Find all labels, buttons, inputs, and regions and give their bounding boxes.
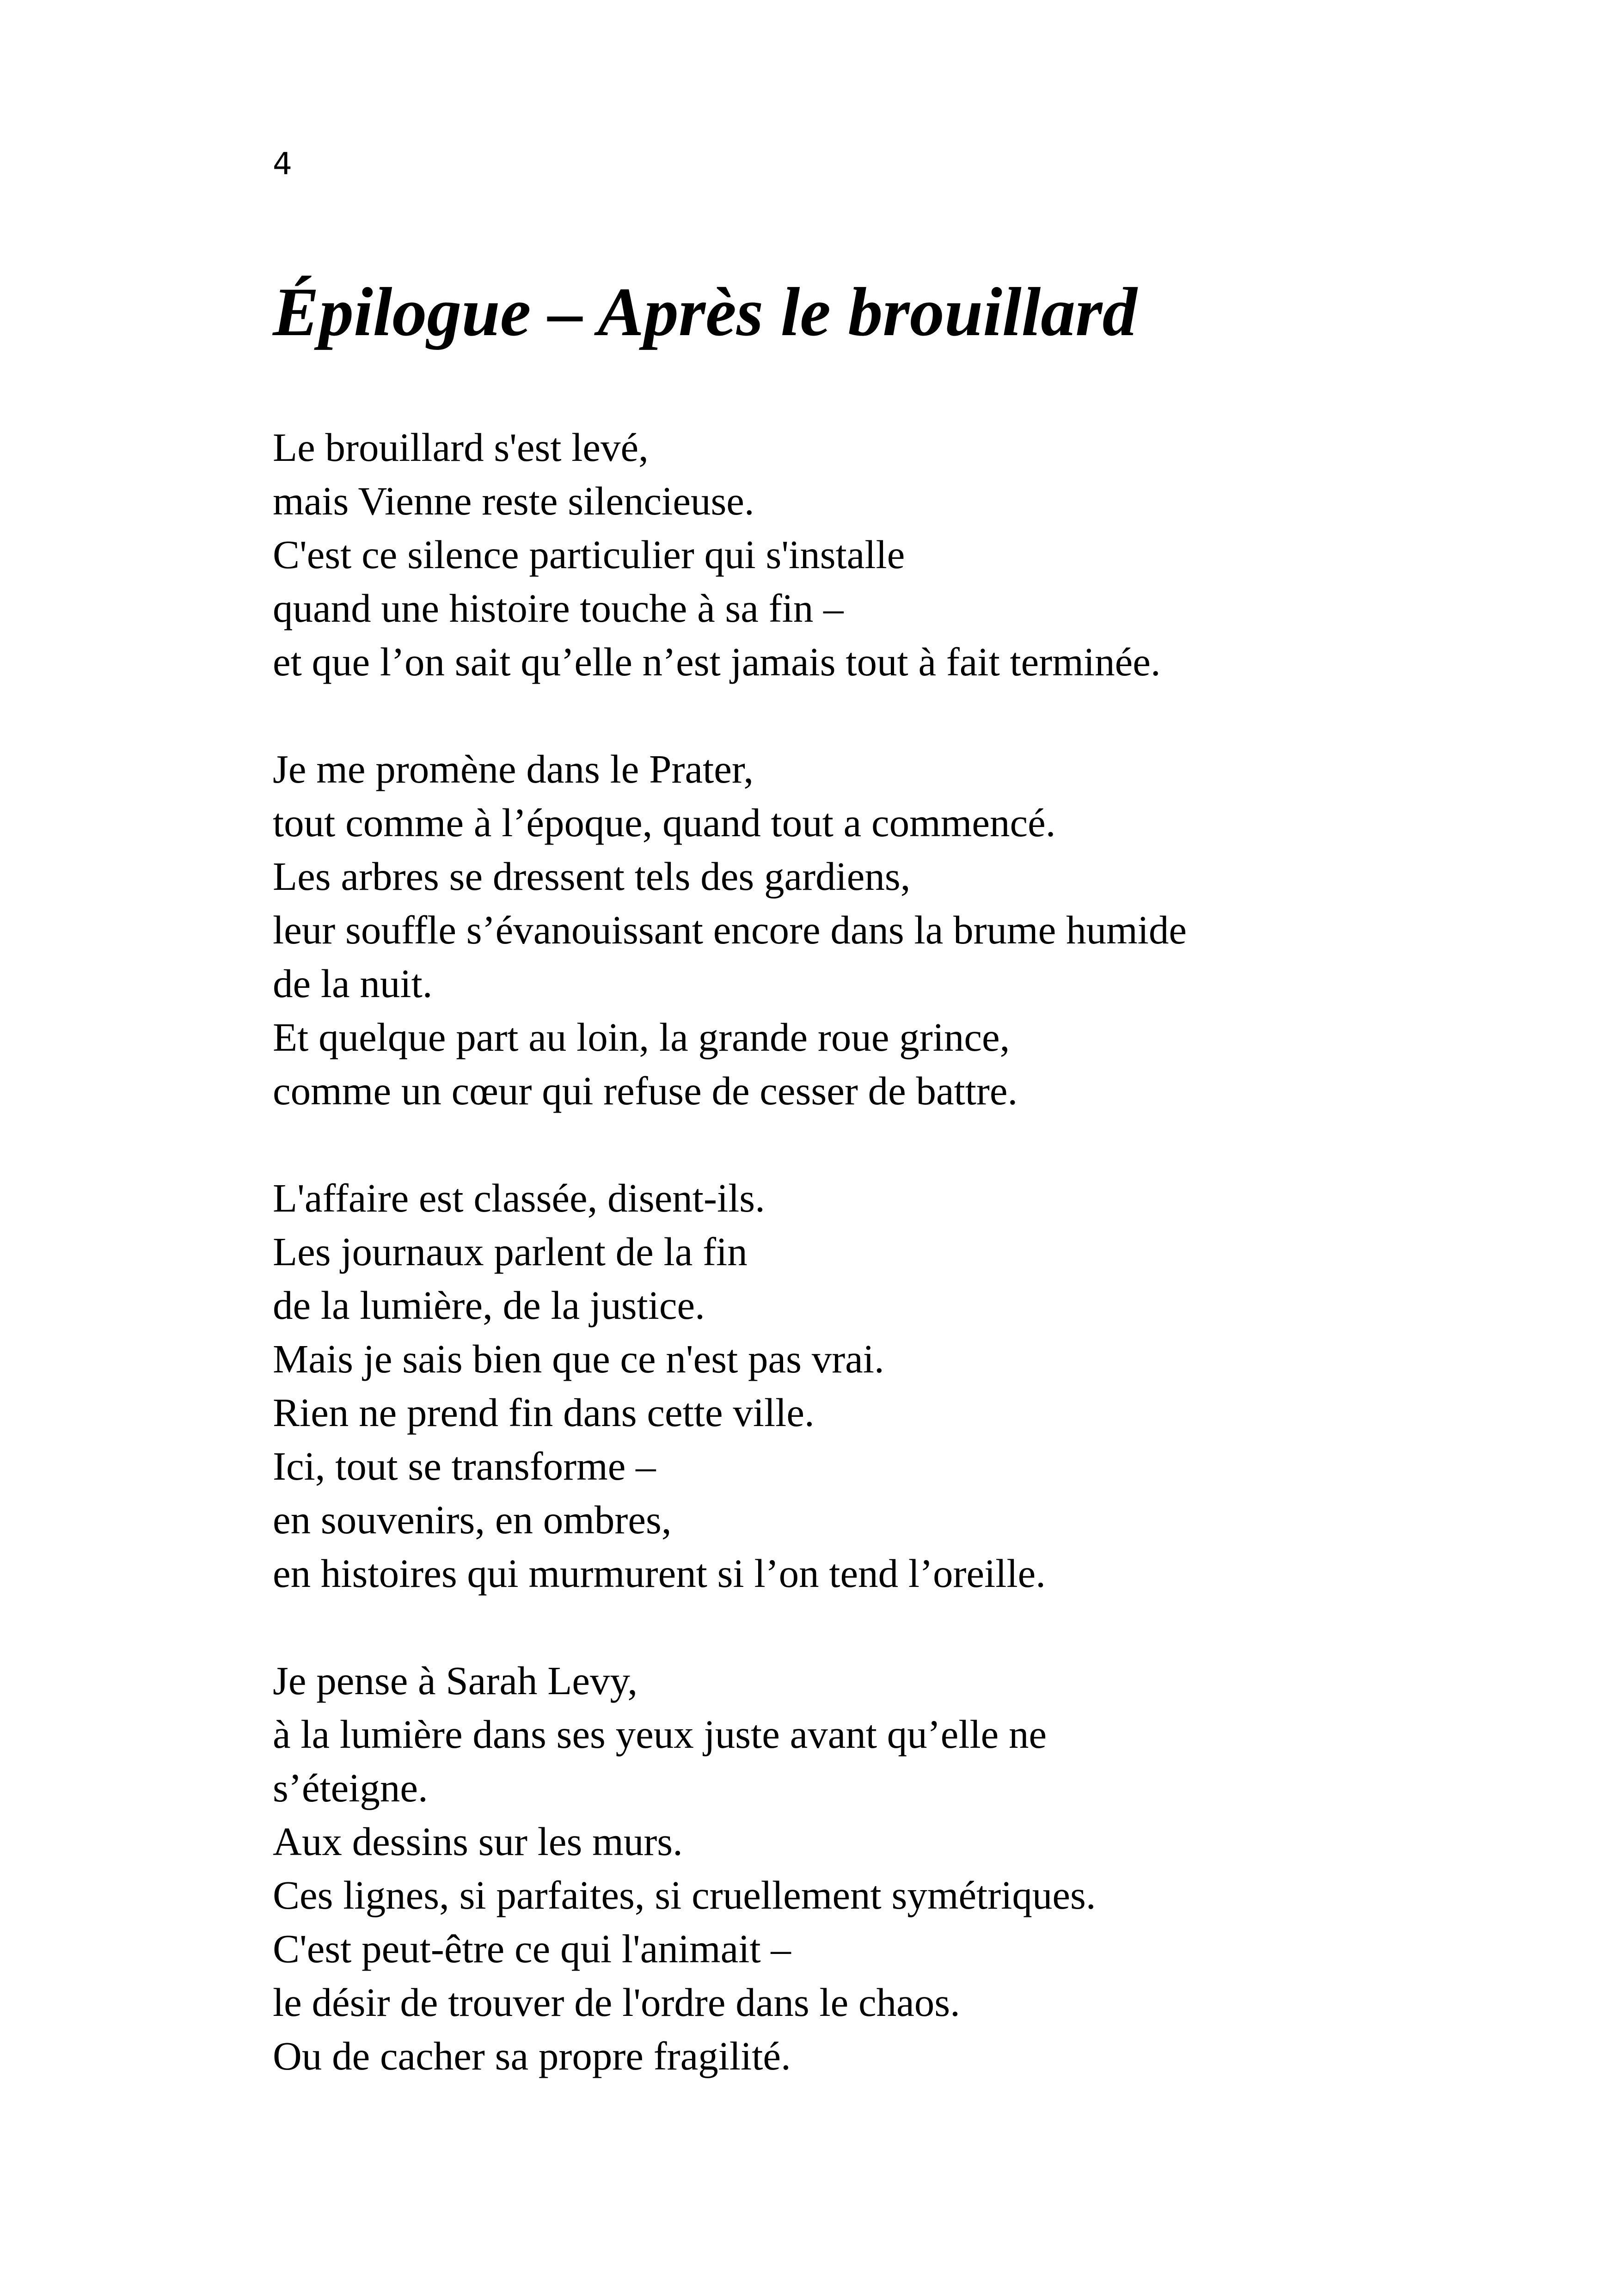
poem-line: Aux dessins sur les murs. [273,1819,683,1864]
poem-line: C'est peut-être ce qui l'animait – [273,1926,791,1971]
poem-line: Le brouillard s'est levé, [273,425,649,470]
stanza-3 [273,1171,1475,1600]
poem-line: mais Vienne reste silencieuse. [273,478,754,523]
poem-line: et que l’on sait qu’elle n’est jamais tout à fait terminée. [273,639,1161,684]
poem-line: Ces lignes, si parfaites, si cruellement symétriques. [273,1873,1096,1917]
poem-line: Je me promène dans le Prater, [273,747,754,791]
chapter-title: Épilogue – Après le brouillard [273,274,1137,350]
poem-line: tout comme à l’époque, quand tout a commencé. [273,800,1056,845]
poem-line: de la nuit. [273,961,433,1006]
poem-line: Les arbres se dressent tels des gardiens, [273,854,911,899]
poem-line: Mais je sais bien que ce n'est pas vrai. [273,1336,884,1381]
poem-line: en histoires qui murmurent si l’on tend l’oreille. [273,1551,1046,1596]
page-number: 4 [273,146,292,182]
poem-line: Je pense à Sarah Levy, [273,1658,638,1703]
poem-line: C'est ce silence particulier qui s'installe [273,532,905,577]
poem-line: le désir de trouver de l'ordre dans le chaos. [273,1980,960,2025]
poem-line: Les journaux parlent de la fin [273,1229,748,1274]
poem-line: s’éteigne. [273,1765,428,1810]
poem-body [273,421,1475,2137]
poem-line: Ici, tout se transforme – [273,1444,656,1488]
stanza-1 [273,421,1475,689]
poem-line: quand une histoire touche à sa fin – [273,586,844,631]
poem-line: Rien ne prend fin dans cette ville. [273,1390,815,1435]
poem-line: L'affaire est classée, disent-ils. [273,1176,765,1220]
poem-line: Ou de cacher sa propre fragilité. [273,2033,791,2078]
poem-line: de la lumière, de la justice. [273,1283,705,1328]
stanza-2 [273,742,1475,1118]
poem-line: Et quelque part au loin, la grande roue grince, [273,1015,1010,1059]
poem-line: comme un cœur qui refuse de cesser de battre. [273,1068,1018,1113]
poem-line: leur souffle s’évanouissant encore dans la brume humide [273,907,1187,952]
poem-line: à la lumière dans ses yeux juste avant qu’elle ne [273,1712,1047,1757]
poem-line: en souvenirs, en ombres, [273,1497,672,1542]
stanza-4 [273,1654,1475,2083]
